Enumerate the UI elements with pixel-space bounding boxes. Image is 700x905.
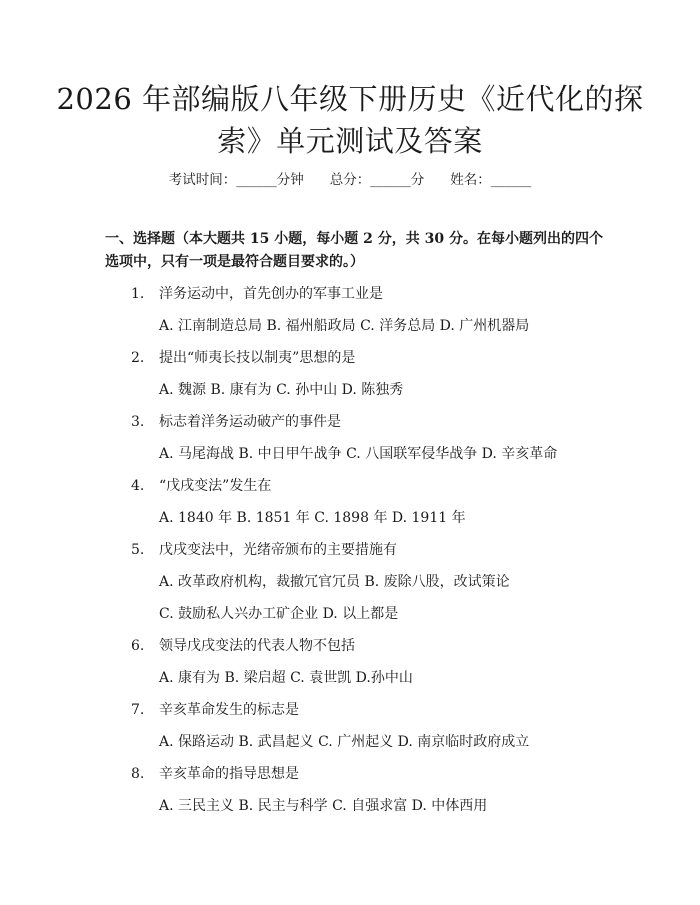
question-item [0, 342, 700, 374]
exam-title [0, 78, 700, 162]
question-stem: 戊戌变法中，光绪帝颁布的主要措施有 [159, 542, 397, 558]
question-number: 6. [131, 638, 145, 654]
question-number: 8. [131, 766, 145, 782]
question-stem: 辛亥革命发生的标志是 [159, 702, 299, 718]
option-line [0, 438, 700, 470]
question-item [0, 278, 700, 310]
question-stem: 提出“师夷长技以制夷”思想的是 [159, 350, 356, 366]
option-line [0, 566, 700, 598]
option-line [0, 374, 700, 406]
option-line [0, 502, 700, 534]
option-line [0, 790, 700, 822]
question-item [0, 630, 700, 662]
question-stem: 标志着洋务运动破产的事件是 [159, 414, 341, 430]
section-heading: 一、选择题（本大题共 15 小题，每小题 2 分，共 30 分。在每小题列出的四个选项中，只有一项是最符合题目要求的。） [105, 231, 603, 270]
option-line [0, 726, 700, 758]
question-number: 5. [131, 542, 145, 558]
title-line-2: 索》单元测试及答案 [217, 124, 483, 158]
answer-options: A. 江南制造总局 B. 福州船政局 C. 洋务总局 D. 广州机器局 [159, 318, 530, 334]
answer-options: C. 鼓励私人兴办工矿企业 D. 以上都是 [159, 606, 399, 622]
option-line [0, 662, 700, 694]
question-item [0, 406, 700, 438]
student-name-field: 姓名：______ [450, 172, 532, 188]
answer-options: A. 康有为 B. 梁启超 C. 袁世凯 D.孙中山 [159, 670, 413, 686]
option-line [0, 310, 700, 342]
answer-options: A. 马尾海战 B. 中日甲午战争 C. 八国联军侵华战争 D. 辛亥革命 [159, 446, 558, 462]
question-stem: 领导戊戌变法的代表人物不包括 [159, 638, 355, 654]
answer-options: A. 改革政府机构，裁撤冗官冗员 B. 废除八股，改试策论 [159, 574, 510, 590]
exam-info-line [0, 168, 700, 188]
total-score-field: 总分：______分 [329, 172, 425, 188]
question-item [0, 534, 700, 566]
question-item [0, 694, 700, 726]
question-number: 3. [131, 414, 145, 430]
question-item [0, 470, 700, 502]
question-item [0, 758, 700, 790]
question-number: 4. [131, 478, 145, 494]
title-line-1: 2026 年部编版八年级下册历史《近代化的探 [56, 82, 644, 116]
answer-options: A. 保路运动 B. 武昌起义 C. 广州起义 D. 南京临时政府成立 [159, 734, 530, 750]
question-list [0, 278, 700, 822]
answer-options: A. 1840 年 B. 1851 年 C. 1898 年 D. 1911 年 [159, 510, 466, 526]
option-line [0, 598, 700, 630]
answer-options: A. 魏源 B. 康有为 C. 孙中山 D. 陈独秀 [159, 382, 404, 398]
question-number: 7. [131, 702, 145, 718]
question-stem: 辛亥革命的指导思想是 [159, 766, 299, 782]
question-stem: 洋务运动中，首先创办的军事工业是 [159, 286, 383, 302]
answer-options: A. 三民主义 B. 民主与科学 C. 自强求富 D. 中体西用 [159, 798, 488, 814]
exam-time-field: 考试时间：______分钟 [168, 172, 304, 188]
question-stem: “戊戌变法”发生在 [159, 478, 272, 494]
question-number: 1. [131, 286, 145, 302]
question-number: 2. [131, 350, 145, 366]
